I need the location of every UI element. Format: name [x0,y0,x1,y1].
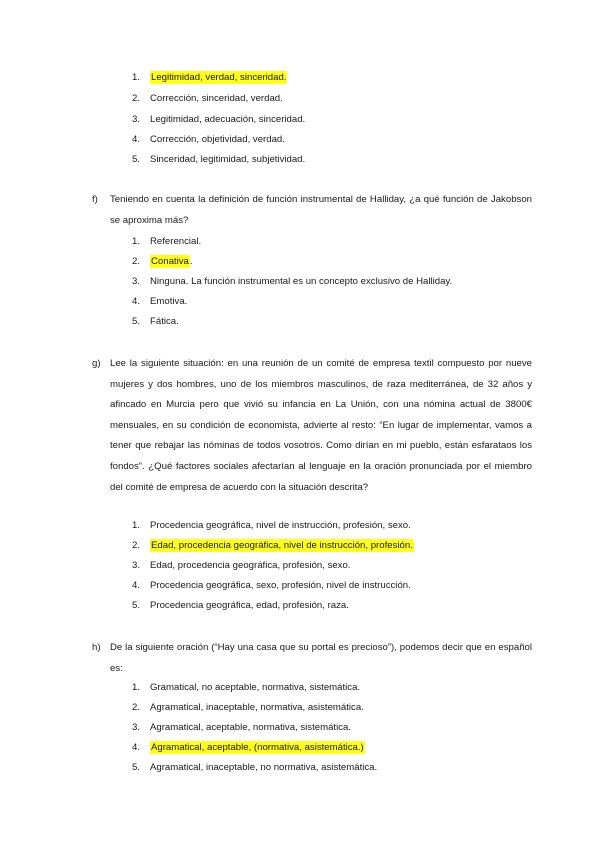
question-text: De la siguiente oración (“Hay una casa que su portal es precioso”), podemos decir que en español es: [110,642,532,674]
list-item: 1. Referencial. [132,236,202,247]
list-item: 5. Agramatical, inaceptable, no normativa, asistemática. [132,762,378,773]
list-item: 3. Ninguna. La función instrumental es un concepto exclusivo de Halliday. [132,276,453,287]
question-letter: h) [92,642,101,653]
list-item: 5. Sinceridad, legitimidad, subjetividad. [132,154,306,165]
question-letter: g) [92,358,101,369]
list-item: 1. Gramatical, no aceptable, normativa, sistemática. [132,682,361,693]
question-text: Teniendo en cuenta la definición de función instrumental de Halliday, ¿a qué función de Jakobson se aproxima más? [110,194,532,226]
list-item: 3. Edad, procedencia geográfica, profesión, sexo. [132,560,351,571]
list-item: 1. Legitimidad, verdad, sinceridad. [132,72,287,83]
list-item: 5. Fática. [132,316,179,327]
highlighted-answer: Legitimidad, verdad, sinceridad. [151,72,287,83]
list-item: 2. Conativa. [132,256,193,267]
list-item: 2. Corrección, sinceridad, verdad. [132,93,283,104]
highlighted-answer: Agramatical, aceptable, (normativa, asistemática.) [151,742,364,753]
list-item: 4. Procedencia geográfica, sexo, profesión, nivel de instrucción. [132,580,411,591]
list-item: 4. Corrección, objetividad, verdad. [132,134,285,145]
list-item: 2. Edad, procedencia geográfica, nivel de instrucción, profesión. [132,540,413,551]
question-text: Lee la siguiente situación: en una reunión de un comité de empresa textil compuesto por nueve mujeres y dos hombres, uno de los miembros masculinos, de raza mediterránea, de 32 años y afincado en Murcia pero que vivió su infancia en La Unión, con una nómina actual de 3800€ mensuales, en su condición de economista, advierte al resto: “En lugar de implementar, vamos a tener que rebajar las nóminas de todos vosotros. Como dirían en mi pueblo, están esfarataos los fondos”. ¿Qué factores sociales afectarían al lenguaje en la oración pronunciada por el miembro del comité de empresa de acuerdo con la situación descrita? [110,358,532,493]
list-item: 4. Agramatical, aceptable, (normativa, asistemática.) [132,742,364,753]
highlighted-answer: Conativa [151,256,189,267]
question-f [92,190,532,231]
question-g [92,354,532,498]
list-item: 4. Emotiva. [132,296,188,307]
list-item: 5. Procedencia geográfica, edad, profesión, raza. [132,600,349,611]
highlighted-answer: Edad, procedencia geográfica, nivel de instrucción, profesión. [151,540,413,551]
question-h [92,638,532,679]
list-item: 2. Agramatical, inaceptable, normativa, asistemática. [132,702,364,713]
list-item: 3. Agramatical, aceptable, normativa, sistemática. [132,722,352,733]
list-item: 1. Procedencia geográfica, nivel de instrucción, profesión, sexo. [132,520,411,531]
question-letter: f) [92,194,98,205]
list-item: 3. Legitimidad, adecuación, sinceridad. [132,114,306,125]
